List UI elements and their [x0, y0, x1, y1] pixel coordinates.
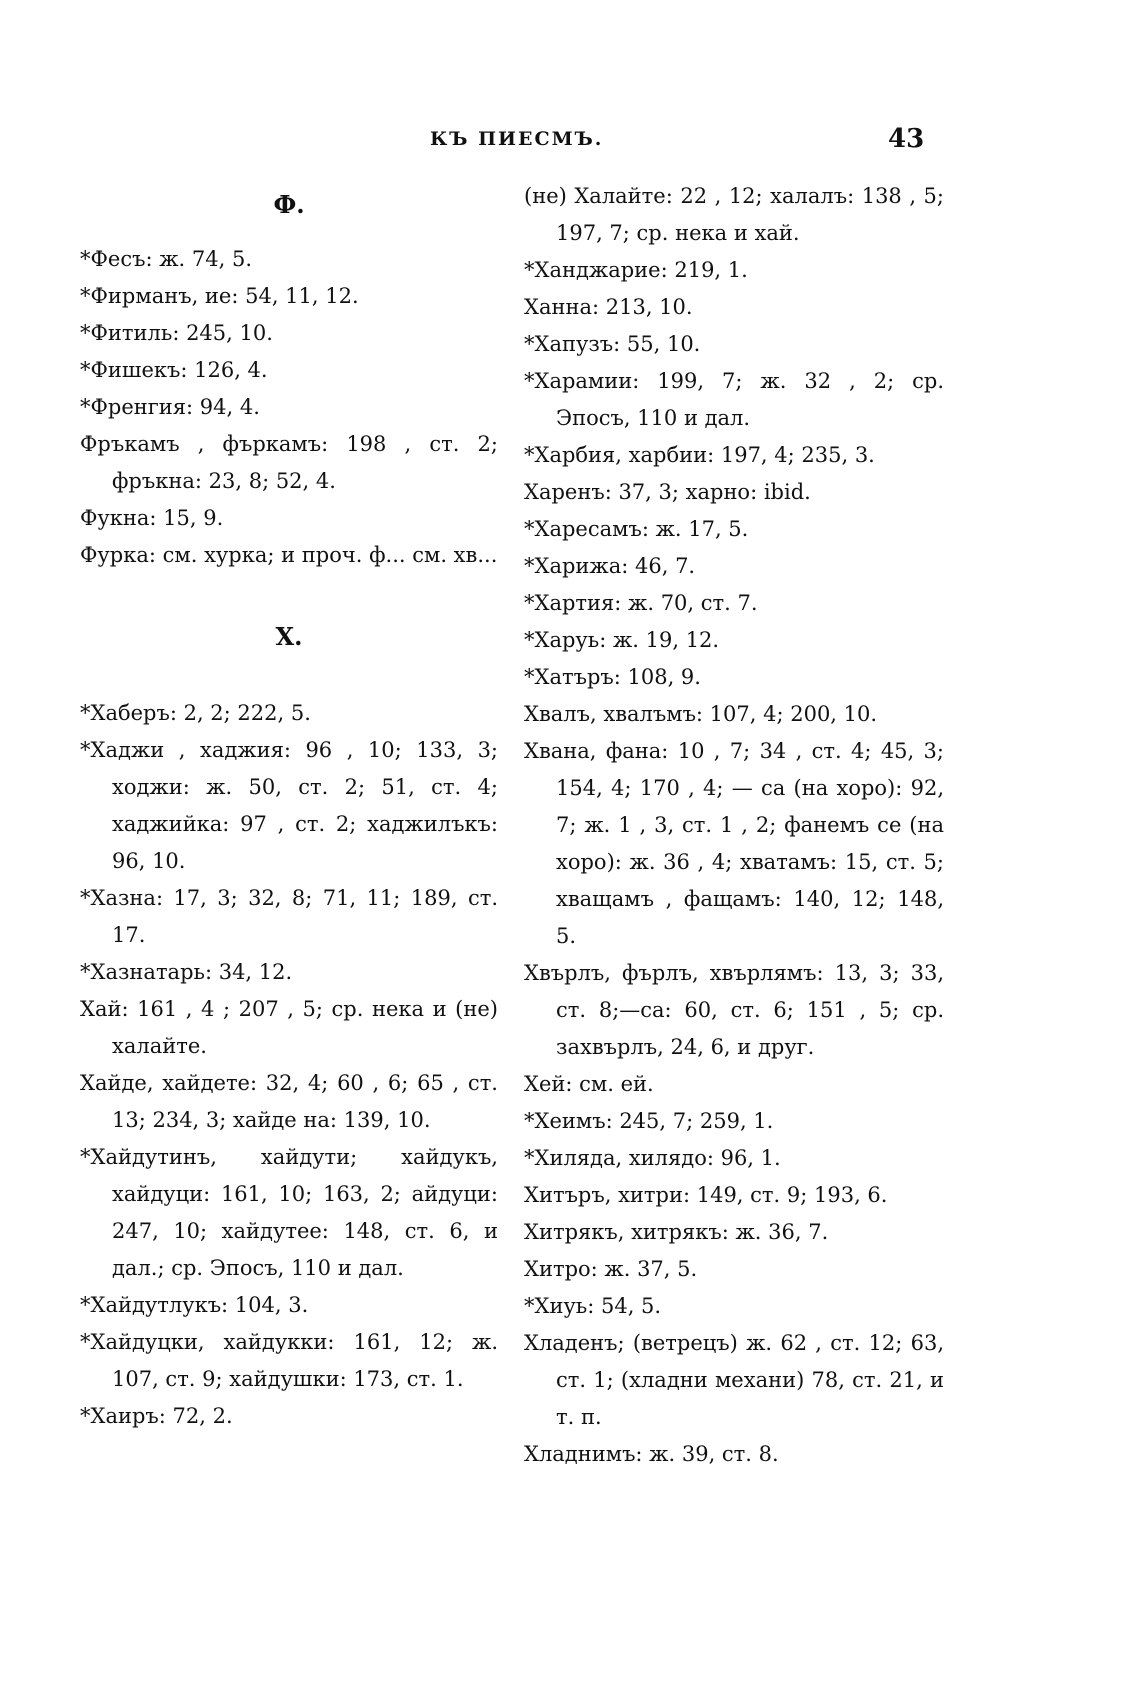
index-entry: Хитро: ж. 37, 5. — [524, 1257, 698, 1281]
index-entry: *Хиуь: 54, 5. — [524, 1294, 662, 1318]
running-head: КЪ ПИЕСМЪ. — [430, 128, 604, 150]
index-entry: Фурка: см. хурка; и проч. ф... см. хв... — [80, 543, 498, 567]
index-entry: Харенъ: 37, 3; харно: ibid. — [524, 480, 811, 504]
index-entry: *Хаиръ: 72, 2. — [80, 1404, 233, 1428]
right-column — [524, 178, 944, 1473]
index-entry: Хей: см. ей. — [524, 1072, 654, 1096]
index-entry: *Харбия, харбии: 197, 4; 235, 3. — [524, 443, 875, 467]
index-entry: *Фирманъ, ие: 54, 11, 12. — [80, 284, 359, 308]
index-entry: Хладнимъ: ж. 39, ст. 8. — [524, 1442, 779, 1466]
index-entry: Хвалъ, хвалъмъ: 107, 4; 200, 10. — [524, 702, 878, 726]
index-entry: *Хазна: 17, 3; 32, 8; 71, 11; 189, ст. 17. — [80, 886, 498, 947]
index-entry: Хайде, хайдете: 32, 4; 60 , 6; 65 , ст. 13; 234, 3; хайде на: 139, 10. — [80, 1071, 498, 1132]
index-entry: Фукна: 15, 9. — [80, 506, 224, 530]
page-number: 43 — [888, 124, 925, 154]
index-entry: *Хайдутинъ, хайдути; хайдукъ, хайдуци: 161, 10; 163, 2; айдуци: 247, 10; хайдутее: 148, ст. 6, и дал.; ср. Эпосъ, 110 и дал. — [80, 1145, 498, 1280]
index-entry: *Хазнатарь: 34, 12. — [80, 960, 293, 984]
index-entry: *Хеимъ: 245, 7; 259, 1. — [524, 1109, 774, 1133]
index-entry: Хитъръ, хитри: 149, ст. 9; 193, 6. — [524, 1183, 888, 1207]
index-entry: *Фесъ: ж. 74, 5. — [80, 247, 253, 271]
index-entry: Хвърлъ, фърлъ, хвърлямъ: 13, 3; 33, ст. 8;—са: 60, ст. 6; 151 , 5; ср. захвърлъ, 24, 6, и друг. — [524, 961, 944, 1059]
index-entry: *Хатъръ: 108, 9. — [524, 665, 701, 689]
left-column — [80, 178, 498, 1435]
index-entry: *Френгия: 94, 4. — [80, 395, 260, 419]
section-heading-h: Х. — [275, 622, 303, 651]
index-entry: *Хайдуцки, хайдукки: 161, 12; ж. 107, ст. 9; хайдушки: 173, ст. 1. — [80, 1330, 498, 1391]
index-entry: *Хиляда, хилядо: 96, 1. — [524, 1146, 781, 1170]
index-entry: *Фишекъ: 126, 4. — [80, 358, 268, 382]
index-entry: *Хаджи , хаджия: 96 , 10; 133, 3; ходжи: ж. 50, ст. 2; 51, ст. 4; хаджийка: 97 , ст. 2; хаджилъкъ: 96, 10. — [80, 738, 498, 873]
index-entry: *Хаберъ: 2, 2; 222, 5. — [80, 701, 311, 725]
index-entry: Фръкамъ , фъркамъ: 198 , ст. 2; фръкна: 23, 8; 52, 4. — [80, 432, 498, 493]
index-entry: *Хайдутлукъ: 104, 3. — [80, 1293, 309, 1317]
index-entry: Хладенъ; (ветрецъ) ж. 62 , ст. 12; 63, ст. 1; (хладни механи) 78, ст. 21, и т. п. — [524, 1331, 944, 1429]
index-entry: Хвана, фана: 10 , 7; 34 , ст. 4; 45, 3; 154, 4; 170 , 4; — са (на хоро): 92, 7; ж. 1 , 3, ст. 1 , 2; фанемъ се (на хоро): ж. 36 , 4; хватамъ: 15, ст. 5; хващамъ , фащамъ: 140, 12; 148, 5. — [524, 739, 944, 948]
index-entry: *Хартия: ж. 70, ст. 7. — [524, 591, 758, 615]
index-entry: Хай: 161 , 4 ; 207 , 5; ср. нека и (не) халайте. — [80, 997, 498, 1058]
index-entry: *Харамии: 199, 7; ж. 32 , 2; ср. Эпосъ, 110 и дал. — [524, 369, 944, 430]
index-entry: *Харесамъ: ж. 17, 5. — [524, 517, 749, 541]
index-entry: (не) Халайте: 22 , 12; халалъ: 138 , 5; 197, 7; ср. нека и хай. — [524, 184, 944, 245]
index-entry: *Харижа: 46, 7. — [524, 554, 696, 578]
index-entry: *Ханджарие: 219, 1. — [524, 258, 748, 282]
index-entry: *Хапузъ: 55, 10. — [524, 332, 701, 356]
index-entry: *Фитиль: 245, 10. — [80, 321, 273, 345]
index-entry: Ханна: 213, 10. — [524, 295, 693, 319]
index-entry: *Харуь: ж. 19, 12. — [524, 628, 720, 652]
index-entry: Хитрякъ, хитрякъ: ж. 36, 7. — [524, 1220, 829, 1244]
section-heading-f: Ф. — [273, 190, 305, 219]
page-header — [0, 124, 1140, 168]
